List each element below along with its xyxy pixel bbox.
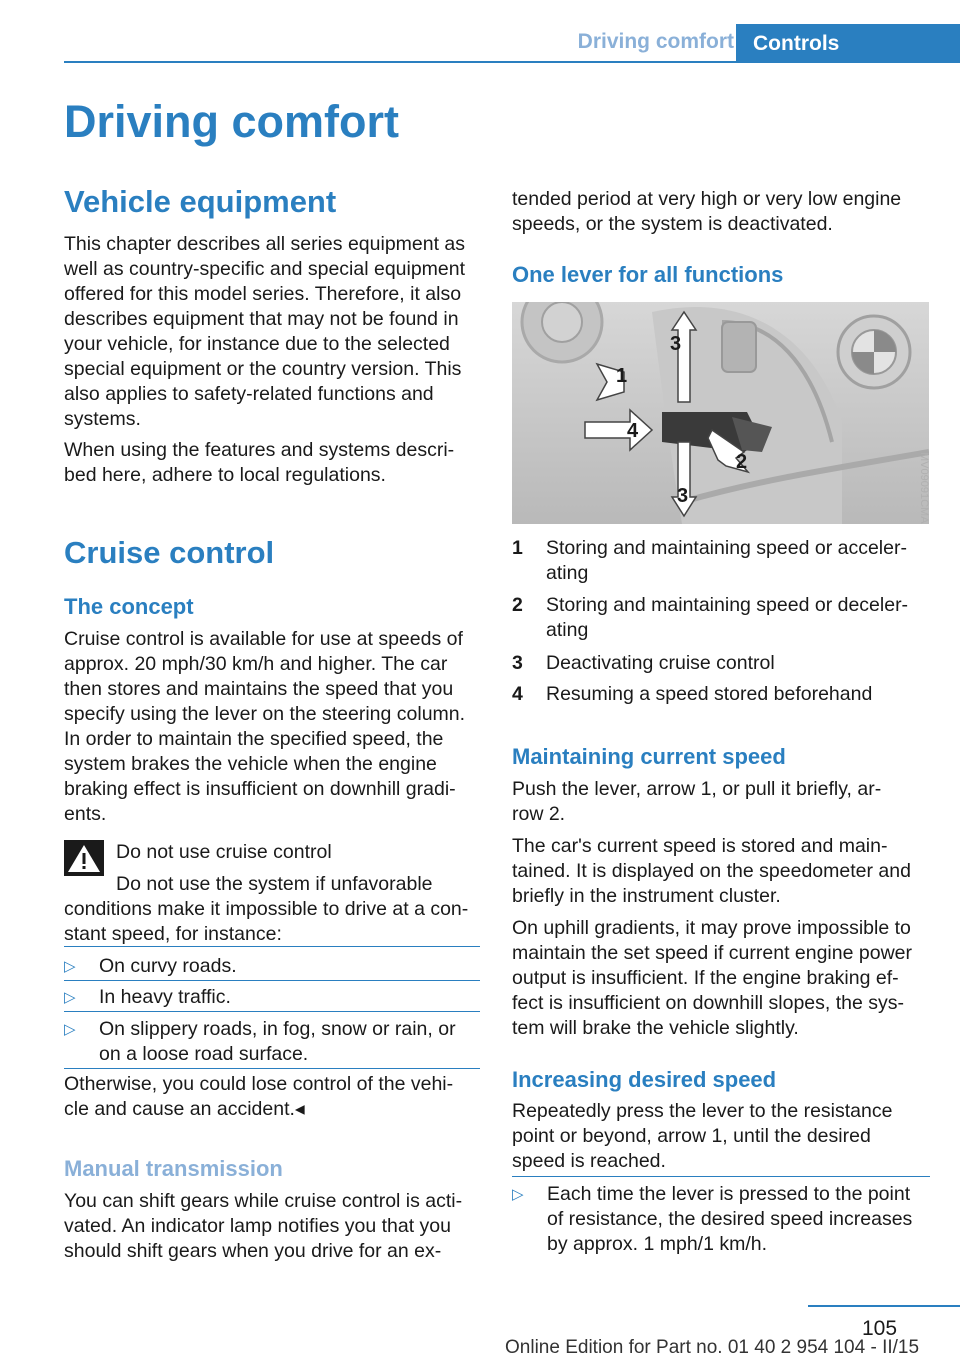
bullet-separator	[64, 1068, 480, 1069]
svg-text:3: 3	[677, 485, 689, 507]
vehicle-equipment-heading: Vehicle equipment	[64, 184, 337, 219]
cruise-control-heading: Cruise control	[64, 535, 275, 570]
svg-text:2: 2	[736, 451, 748, 473]
bullet-separator	[64, 1011, 480, 1012]
bullet-triangle-icon: ▷	[64, 989, 76, 1006]
header-rule	[64, 61, 960, 63]
manual-transmission-continued: tended period at very high or very low engine speeds, or the system is deactivated.	[512, 188, 902, 235]
maintaining-speed-heading: Maintaining current speed	[512, 744, 786, 769]
bullet-triangle-icon: ▷	[512, 1186, 524, 1203]
concept-heading: The concept	[64, 594, 194, 619]
bullet-item: ▷ On slippery roads, in fog, snow or rain, or on a loose road surface.	[64, 1018, 456, 1065]
bullet-triangle-icon: ▷	[64, 958, 76, 975]
page-number: 105	[862, 1317, 898, 1340]
vehicle-equipment-paragraph-2: When using the features and systems descri- bed here, adhere to local regulations.	[64, 439, 455, 486]
one-lever-heading: One lever for all functions	[512, 262, 784, 287]
warning-title: Do not use cruise control	[116, 841, 332, 863]
legend-item: 1 Storing and maintaining speed or acceler- ating	[512, 537, 907, 584]
manual-transmission-heading: Manual transmission	[64, 1156, 283, 1181]
warning-text: Do not use the system if unfavorable conditions make it impossible to drive at a con- stant speed, for instance:	[64, 873, 469, 945]
image-code-watermark: MV09091CMA	[918, 452, 930, 524]
concept-paragraph: Cruise control is available for use at speeds of approx. 20 mph/30 km/h and higher. The car then stores and maintains the speed that you specify using the lever on the steering column. In order to maintain the specified speed, the system brakes the vehicle when the engine braking effect is insufficient on downhill gradi- ents.	[64, 628, 466, 825]
bullet-item: ▷ On curvy roads.	[64, 955, 237, 977]
warning-triangle-icon	[64, 840, 104, 876]
page-title: Driving comfort	[64, 96, 400, 147]
warning-end-text: Otherwise, you could lose control of the vehi- cle and cause an accident.◂	[64, 1073, 454, 1120]
svg-text:3: 3	[670, 333, 682, 355]
bullet-separator	[64, 946, 480, 947]
maintaining-speed-paragraph-3: On uphill gradients, it may prove impossible to maintain the set speed if current engine power output is insufficient. If the engine braking ef- fect is insufficient on downhill slopes, the sys- tem will brake the vehicle slightly.	[512, 917, 912, 1039]
increasing-speed-heading: Increasing desired speed	[512, 1067, 777, 1092]
bullet-item: ▷ In heavy traffic.	[64, 986, 231, 1008]
legend-item: 4 Resuming a speed stored beforehand	[512, 683, 873, 705]
manual-transmission-paragraph: You can shift gears while cruise control is acti- vated. An indicator lamp notifies you that you should shift gears when you drive for an ex-	[64, 1190, 463, 1262]
svg-text:1: 1	[616, 365, 628, 387]
svg-text:4: 4	[627, 420, 639, 442]
bullet-separator	[512, 1176, 930, 1177]
header-tab-controls[interactable]: Controls	[736, 24, 960, 63]
header-section-title: Driving comfort	[577, 30, 734, 53]
bullet-triangle-icon: ▷	[64, 1021, 76, 1038]
bullet-separator	[64, 980, 480, 981]
legend-item: 2 Storing and maintaining speed or deceler- ating	[512, 594, 909, 641]
legend-item: 3 Deactivating cruise control	[512, 652, 775, 674]
footer-rule	[808, 1305, 960, 1307]
bullet-item: ▷ Each time the lever is pressed to the point of resistance, the desired speed increases by approx. 1 mph/1 km/h.	[512, 1183, 913, 1255]
vehicle-equipment-paragraph-1: This chapter describes all series equipment as well as country-specific and special equipment offered for this model series. Therefore, it also describes equipment that may not be found in your vehicle, for instance due to the selected special equipment or the country version. This also applies to safety-related functions and systems.	[64, 233, 466, 430]
cruise-control-lever-illustration	[512, 302, 929, 524]
maintaining-speed-paragraph-1: Push the lever, arrow 1, or pull it briefly, ar- row 2.	[512, 778, 882, 825]
maintaining-speed-paragraph-2: The car's current speed is stored and main- tained. It is displayed on the speedometer and briefly in the instrument cluster.	[512, 835, 911, 907]
footer-edition-text: Online Edition for Part no. 01 40 2 954 104 - II/15	[505, 1337, 920, 1358]
increasing-speed-paragraph: Repeatedly press the lever to the resistance point or beyond, arrow 1, until the desired speed is reached.	[512, 1100, 893, 1172]
